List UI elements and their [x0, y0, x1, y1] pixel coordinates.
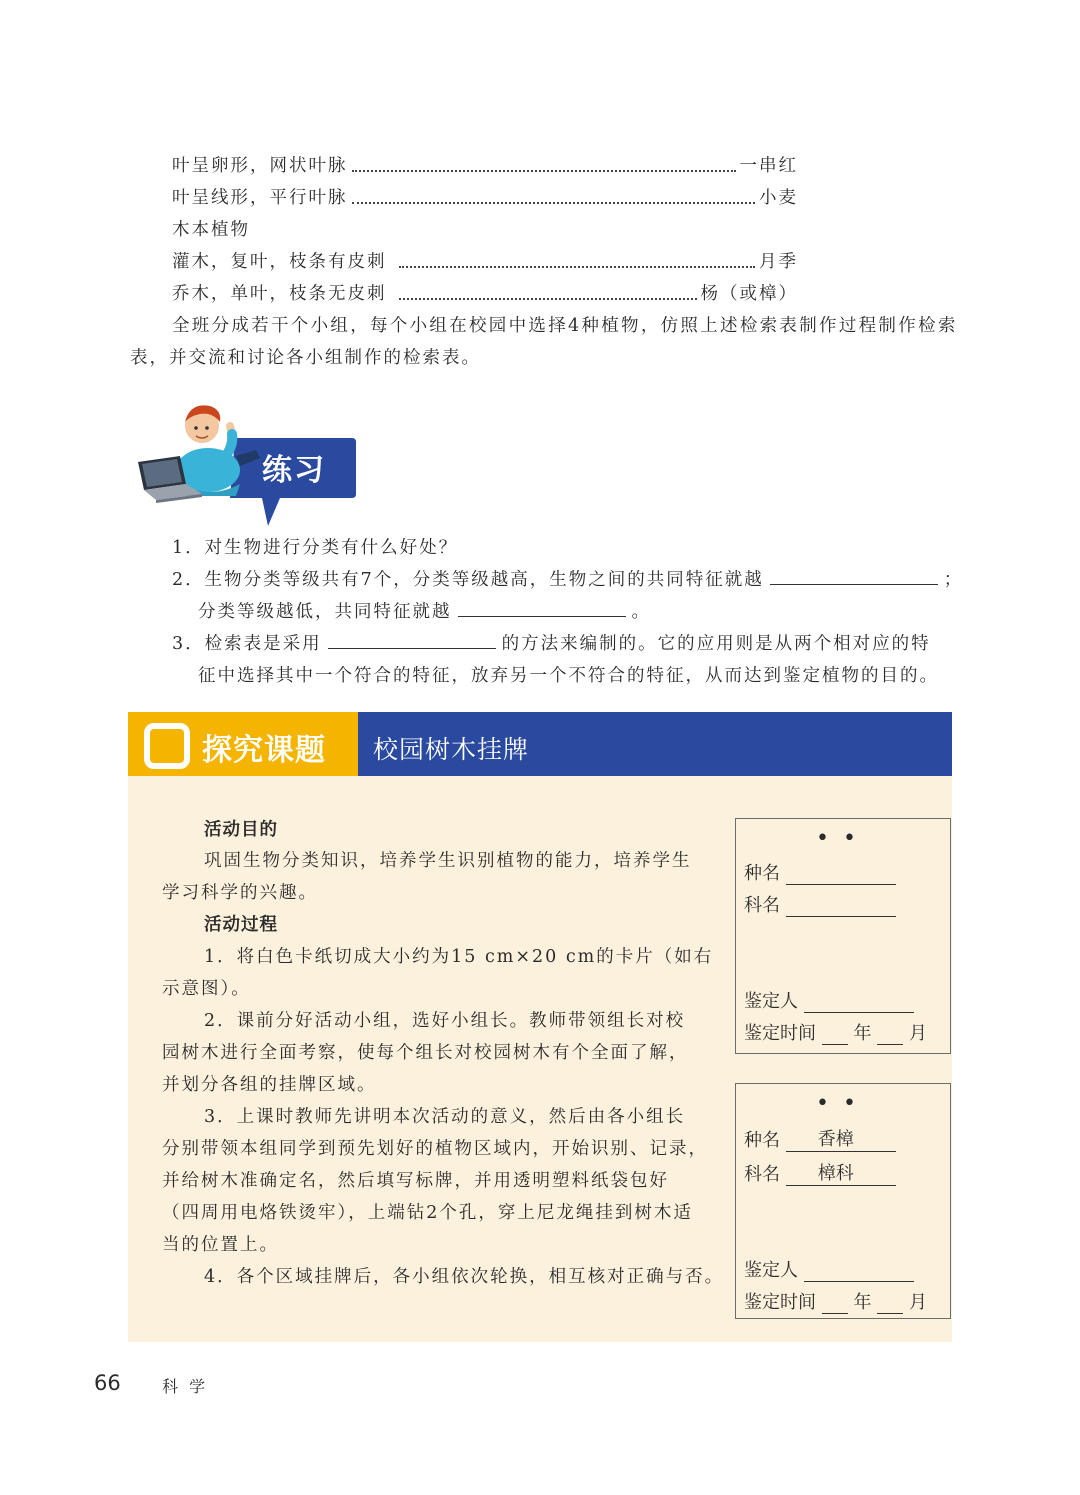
- step-1-line-2: 示意图）。: [162, 979, 251, 999]
- banner-label-block: [128, 712, 358, 776]
- step-2-line-2: 园树木进行全面考察，使每个组长对校园树木有个全面了解，: [162, 1043, 689, 1063]
- family-label: 科名: [744, 1164, 780, 1185]
- key-result: 一串红: [739, 156, 798, 176]
- step-3-line-3: 并给树木准确定名，然后填写标牌，并用透明塑料纸袋包好: [162, 1171, 669, 1191]
- step-4-line-1: 4．各个区域挂牌后，各小组依次轮换，相互核对正确与否。: [204, 1267, 725, 1287]
- family-value: [786, 916, 896, 917]
- question-text: 3．检索表是采用: [172, 634, 322, 654]
- key-line-1: [172, 151, 798, 181]
- identifier-row: [744, 987, 914, 1013]
- answer-blank[interactable]: [770, 566, 938, 585]
- answer-blank[interactable]: [328, 630, 496, 649]
- tree-tag-card-example: [735, 1083, 951, 1319]
- student-laptop-illustration: [130, 398, 370, 530]
- exercise-badge-label: 练习: [262, 453, 326, 488]
- question-3-line-2: 征中选择其中一个符合的特征，放弃另一个不符合的特征，从而达到鉴定植物的目的。: [198, 666, 939, 686]
- year-label: 年: [853, 1023, 872, 1044]
- date-row: [744, 1288, 927, 1314]
- step-3-line-1: 3．上课时教师先讲明本次活动的意义，然后由各小组长: [204, 1107, 686, 1127]
- species-label: 种名: [744, 1130, 780, 1151]
- species-row: [744, 1126, 896, 1152]
- subject-label: 科 学: [162, 1377, 209, 1396]
- time-label: 鉴定时间: [744, 1023, 816, 1044]
- hanging-holes: ••: [816, 826, 870, 851]
- month-label: 月: [908, 1292, 927, 1313]
- key-result: 月季: [759, 252, 798, 272]
- leader-dots: [399, 266, 756, 268]
- purpose-line-1: 巩固生物分类知识，培养学生识别植物的能力，培养学生: [204, 851, 692, 871]
- hanging-holes: ••: [816, 1091, 870, 1116]
- leader-dots: [352, 170, 736, 172]
- key-label: 叶呈卵形，网状叶脉: [172, 156, 348, 176]
- banner-title: 校园树木挂牌: [373, 735, 530, 764]
- species-value: [786, 884, 896, 885]
- square-icon: [144, 723, 190, 769]
- key-label: 乔木，单叶，枝条无皮刺: [172, 284, 387, 304]
- key-label: 木本植物: [172, 220, 250, 240]
- question-2-line-2: [198, 597, 651, 627]
- key-line-2: [172, 183, 798, 213]
- banner-label: 探究课题: [202, 733, 326, 768]
- tree-tag-card-blank: [735, 818, 951, 1054]
- identifier-value: [804, 1281, 914, 1282]
- identifier-value: [804, 1012, 914, 1013]
- question-3-line-1: [172, 629, 931, 659]
- leader-dots: [399, 298, 697, 300]
- question-1: 1．对生物进行分类有什么好处？: [172, 538, 459, 558]
- key-line-3: [172, 215, 250, 245]
- question-text: ；: [943, 570, 964, 590]
- question-text: 分类等级越低，共同特征就越: [198, 602, 452, 622]
- identifier-label: 鉴定人: [744, 991, 798, 1012]
- family-label: 科名: [744, 895, 780, 916]
- time-label: 鉴定时间: [744, 1292, 816, 1313]
- species-row: [744, 859, 896, 885]
- intro-line-2: 表，并交流和讨论各小组制作的检索表。: [130, 348, 481, 368]
- family-value: 樟科: [786, 1163, 896, 1186]
- key-label: 灌木，复叶，枝条有皮刺: [172, 252, 387, 272]
- year-blank: [822, 1044, 848, 1045]
- banner-title-block: [358, 712, 952, 776]
- identifier-label: 鉴定人: [744, 1260, 798, 1281]
- step-3-line-5: 当的位置上。: [162, 1235, 279, 1255]
- year-blank: [822, 1313, 848, 1314]
- date-row: [744, 1019, 927, 1045]
- month-blank: [877, 1044, 903, 1045]
- key-line-5: [172, 279, 798, 309]
- step-3-line-2: 分别带领本组同学到预先划好的植物区域内，开始识别、记录，: [162, 1139, 708, 1159]
- key-label: 叶呈线形，平行叶脉: [172, 188, 348, 208]
- question-text: 2．生物分类等级共有7个，分类等级越高，生物之间的共同特征就越: [172, 570, 764, 590]
- answer-blank[interactable]: [458, 598, 626, 617]
- process-heading: 活动过程: [204, 915, 278, 935]
- step-1-line-1: 1．将白色卡纸切成大小约为15 cm×20 cm的卡片（如右: [204, 947, 714, 967]
- identifier-row: [744, 1256, 914, 1282]
- purpose-heading: 活动目的: [204, 820, 278, 840]
- step-2-line-3: 并划分各组的挂牌区域。: [162, 1075, 377, 1095]
- key-result: 杨（或樟）: [700, 284, 798, 304]
- intro-line-1: 全班分成若干个小组，每个小组在校园中选择4种植物，仿照上述检索表制作过程制作检索: [172, 316, 958, 336]
- year-label: 年: [853, 1292, 872, 1313]
- step-3-line-4: （四周用电烙铁烫牢），上端钻2个孔，穿上尼龙绳挂到树木适: [162, 1203, 693, 1223]
- family-row: [744, 891, 896, 917]
- species-label: 种名: [744, 863, 780, 884]
- purpose-line-2: 学习科学的兴趣。: [162, 883, 318, 903]
- question-text: 。: [631, 602, 651, 622]
- species-value: 香樟: [786, 1129, 896, 1152]
- exercise-badge: [130, 398, 370, 530]
- question-2-line-1: [172, 565, 963, 595]
- month-blank: [877, 1313, 903, 1314]
- step-2-line-1: 2．课前分好活动小组，选好小组长。教师带领组长对校: [204, 1011, 686, 1031]
- key-line-4: [172, 247, 798, 277]
- page-number: 66: [94, 1371, 121, 1395]
- month-label: 月: [908, 1023, 927, 1044]
- question-text: 的方法来编制的。它的应用则是从两个相对应的特: [501, 634, 931, 654]
- leader-dots: [352, 202, 756, 204]
- family-row: [744, 1160, 896, 1186]
- key-result: 小麦: [759, 188, 798, 208]
- inquiry-banner: [128, 712, 952, 776]
